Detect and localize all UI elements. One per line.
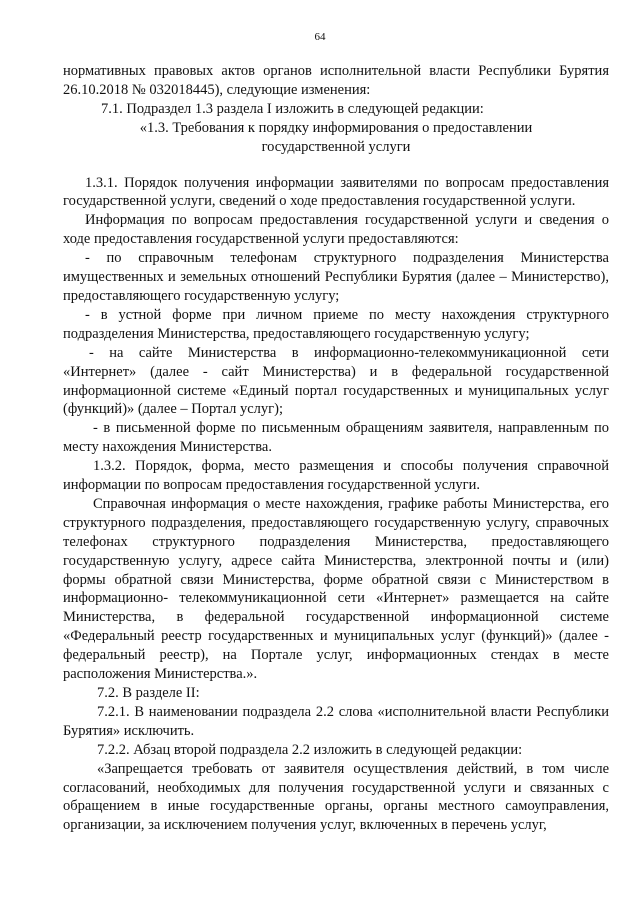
paragraph: - в устной форме при личном приеме по месту нахождения структурного подразделения Министерства, предоставляющего государственную услугу;: [63, 306, 609, 342]
section-heading: «1.3. Требования к порядку информирования о предоставлении государственной услуги: [139, 119, 533, 155]
paragraph: 7.2. В разделе II:: [97, 685, 200, 701]
paragraph: 7.2.2. Абзац второй подраздела 2.2 изложить в следующей редакции:: [97, 741, 523, 758]
paragraph: 1.3.1. Порядок получения информации заявителями по вопросам предоставления государственной услуги, сведений о ходе предоставления государственной услуги.: [63, 174, 609, 210]
paragraph: Справочная информация о месте нахождения, графике работы Министерства, его структурного подразделения, предоставляющего государственную услугу, справочных телефонах структурного подразделения Министерства, предоставляющего государственную услугу, адресе сайта Министерства, электронной почты и (или) формы обратной связи Министерства, форме обратной связи с Министерством в информационно- телекоммуникационной сети «Интернет» размещается на сайте Министерства, в федеральной государственной информационной системе «Федеральный реестр государственных и муниципальных услуг (функций)» (далее - федеральный реестр), на Портале услуг, информационных стендах в месте расположения Министерства.».: [63, 495, 609, 683]
paragraph: 1.3.2. Порядок, форма, место размещения и способы получения справочной информации по вопросам предоставления государственной услуги.: [63, 458, 609, 494]
paragraph: - в письменной форме по письменным обращениям заявителя, направленным по месту нахождения Министерства.: [63, 420, 609, 456]
paragraph: 7.1. Подраздел 1.3 раздела I изложить в следующей редакции:: [101, 100, 484, 117]
page-number: 64: [314, 31, 326, 43]
paragraph: Информация по вопросам предоставления государственной услуги и сведения о ходе предоставления государственной услуги предоставляются:: [63, 212, 609, 248]
document-body: [63, 62, 609, 835]
paragraph: - на сайте Министерства в информационно-телекоммуникационной сети «Интернет» (далее - сайт Министерства) и в федеральной государственной информационной системе «Единый портал государственных и муниципальных услуг (функций)» (далее – Портал услуг);: [63, 344, 609, 418]
paragraph: 7.2.1. В наименовании подраздела 2.2 слова «исполнительной власти Республики Бурятия» исключить.: [63, 703, 609, 739]
paragraph-spacer: [63, 157, 609, 174]
paragraph: - по справочным телефонам структурного подразделения Министерства имущественных и земельных отношений Республики Бурятия (далее – Министерство), предоставляющего государственную услугу;: [63, 250, 609, 304]
paragraph: «Запрещается требовать от заявителя осуществления действий, в том числе согласований, необходимых для получения государственной услуги и связанных с обращением в иные государственные органы, органы местного самоуправления, организации, за исключением получения услуг, включенных в перечень услуг,: [63, 760, 609, 834]
paragraph: нормативных правовых актов органов исполнительной власти Республики Бурятия 26.10.2018 № 032018445), следующие изменения:: [63, 63, 609, 98]
